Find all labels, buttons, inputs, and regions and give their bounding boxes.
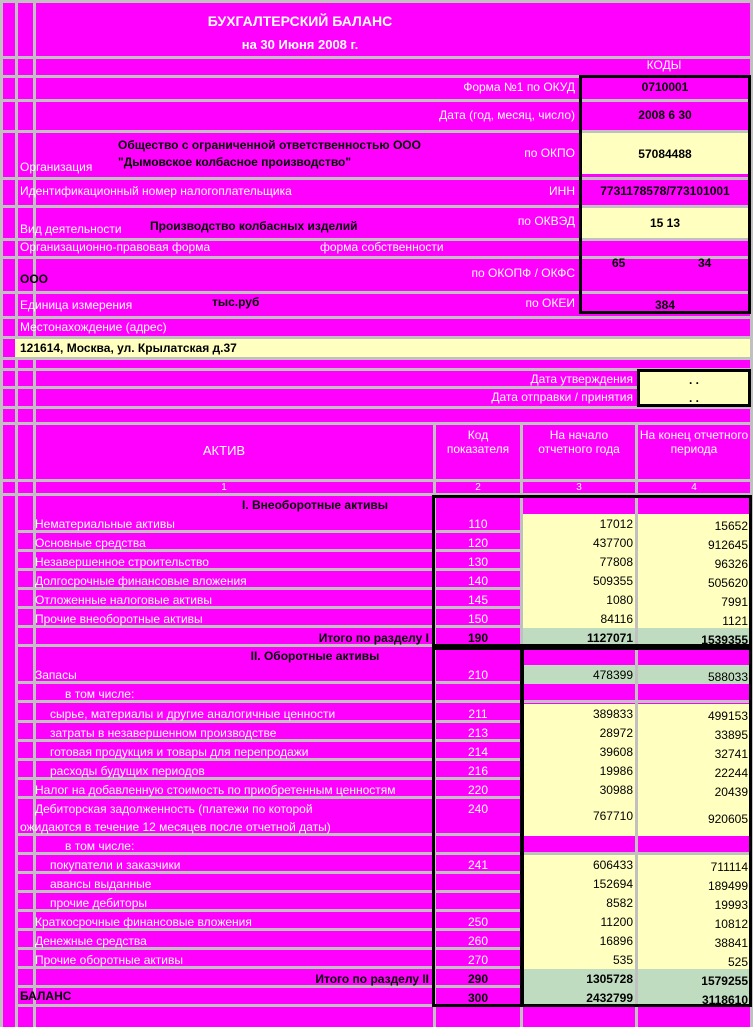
row-end-value: 505620 [707,576,748,590]
col-end: На конец отчетного периода [639,428,749,456]
row-label: авансы выданные [50,877,152,891]
ownership-label: форма собственности [320,240,444,254]
form-value: 0710001 [641,80,689,94]
okei-label: по ОКЕИ [525,296,575,310]
row-label: Прочие внеоборотные активы [35,612,203,626]
row-start-value: 1305728 [586,972,633,986]
row-start-value: 437700 [592,536,633,550]
row-code: 211 [468,707,488,721]
col-num-1: 1 [221,482,227,493]
section2-code-frame [432,647,524,1007]
unit-label: Единица измерения [20,298,133,312]
inn-label: ИНН [549,184,575,198]
okopf-value: 65 [612,256,626,270]
row-label: Краткосрочные финансовые вложения [35,915,252,929]
row-start-value: 389833 [592,707,633,721]
okved-label: по ОКВЭД [517,214,575,228]
sent-value: . . [688,391,699,405]
row-end-value: 499153 [707,709,748,723]
codes-caption: КОДЫ [646,58,682,72]
section2-value-frame [520,647,752,1007]
row-code: 220 [467,783,489,797]
row-label-line2: ожидаются в течение 12 месяцев после отчетной даты) [20,820,331,834]
taxid-label: Идентификационный номер налогоплательщика [20,184,292,198]
row-start-value: 767710 [592,809,633,823]
row-code: 130 [467,555,489,569]
row-label: в том числе: [65,687,135,701]
activity-value: Производство колбасных изделий [150,219,358,233]
date-label: Дата (год, месяц, число) [439,108,575,122]
row-start-value: 509355 [592,574,633,588]
row-end-value: 15652 [714,519,748,533]
page-title: БУХГАЛТЕРСКИЙ БАЛАНС [207,13,393,29]
row-code: 210 [467,668,489,682]
col-code: Код показателя [446,428,510,456]
row-label: Налог на добавленную стоимость по приобретенным ценностям [35,783,396,797]
row-end-value: 3118610 [701,993,748,1007]
row-end-value: 189499 [707,879,748,893]
row-end-value: 525 [727,955,748,969]
row-end-value: 10812 [714,917,748,931]
row-code: 290 [467,972,489,986]
row-start-value: 8582 [606,896,633,910]
row-code: 120 [467,536,489,550]
col-start: На начало отчетного года [538,428,620,456]
row-label: Долгосрочные финансовые вложения [35,574,247,588]
row-end-value: 1121 [722,614,748,628]
row-code: 260 [467,934,489,948]
row-label: Итого по разделу I [318,631,429,645]
page-subtitle: на 30 Июня 2008 г. [241,37,359,52]
org-name-line1: Общество с ограниченной ответственностью ООО [118,138,421,152]
row-label: Дебиторская задолженность (платежи по которой [35,802,313,816]
row-end-value: 33895 [714,728,748,742]
unit-value: тыс.руб [212,295,260,309]
okpo-label: по ОКПО [524,146,575,160]
row-end-value: 711114 [710,860,748,874]
form-label: Форма №1 по ОКУД [463,80,575,94]
row-end-value: 1539355 [701,633,748,647]
row-code: 214 [467,745,489,759]
row-label: затраты в незавершенном производстве [50,726,277,740]
legal-form-label: Организационно-правовая форма [20,240,211,254]
row-label: Отложенные налоговые активы [35,593,212,607]
row-end-value: 1579255 [701,974,748,988]
inn-value: 7731178578/773101001 [600,184,730,198]
row-start-value: 606433 [592,858,633,872]
row-end-value: 920605 [707,812,748,826]
row-start-value: 152694 [592,877,633,891]
legal-form-value: ООО [20,272,49,286]
row-end-value: 38841 [714,936,748,950]
row-end-value: 96326 [714,557,748,571]
row-label: Итого по разделу II [315,972,429,986]
col-num-2: 2 [475,482,481,493]
row-code: 110 [468,517,488,531]
row-code: 270 [467,953,489,967]
row-code: 216 [467,764,489,778]
col-num-3: 3 [576,482,582,493]
date-value: 2008 6 30 [638,108,692,122]
org-name-line2: "Дымовское колбасное производство" [118,155,352,169]
row-start-value: 535 [612,953,633,967]
col-num-4: 4 [691,482,697,493]
row-start-value: 1127071 [586,631,633,645]
row-code: 300 [467,991,489,1005]
approval-label: Дата утверждения [530,372,633,386]
row-label: Запасы [35,668,77,682]
row-start-value: 39608 [599,745,633,759]
activity-label: Вид деятельности [20,222,122,236]
row-label: Нематериальные активы [35,517,175,531]
sent-label: Дата отправки / принятия [491,390,633,404]
row-start-value: 28972 [599,726,633,740]
row-code: 145 [467,593,489,607]
row-start-value: 19986 [599,764,633,778]
row-code: 250 [467,915,489,929]
row-end-value: 19993 [714,898,748,912]
row-end-value: 588033 [707,670,748,684]
section1-title: I. Внеоборотные активы [242,498,388,512]
row-label: Основные средства [35,536,146,550]
row-end-value: 32741 [714,747,748,761]
row-label: Прочие оборотные активы [35,953,183,967]
row-start-value: 2432799 [586,991,633,1005]
okei-value: 384 [654,298,676,312]
address: 121614, Москва, ул. Крылатская д.37 [20,341,237,355]
col-asset: АКТИВ [202,443,246,458]
row-start-value: 16896 [599,934,633,948]
section2-title: II. Оборотные активы [250,649,380,663]
row-code: 190 [467,631,489,645]
row-start-value: 84116 [600,612,633,626]
org-label: Организация [20,160,93,174]
row-start-value: 478399 [592,668,633,682]
row-code: 240 [467,802,489,816]
row-label: прочие дебиторы [50,896,147,910]
row-end-value: 7991 [721,595,748,609]
row-start-value: 30988 [599,783,633,797]
approval-value: . . [688,373,699,387]
row-code: 213 [467,726,489,740]
section1-frame [432,495,752,647]
row-label: готовая продукция и товары для перепродажи [50,745,309,759]
row-start-value: 1080 [606,593,633,607]
row-code: 241 [467,858,489,872]
okved-value: 15 13 [649,216,681,230]
row-code: 140 [467,574,489,588]
row-label: расходы будущих периодов [50,764,205,778]
row-label: Денежные средства [35,934,147,948]
row-start-value: 11200 [600,915,633,929]
row-start-value: 17012 [599,517,633,531]
okfs-value: 34 [698,256,712,270]
row-code: 150 [467,612,489,626]
row-label: покупатели и заказчики [50,858,181,872]
row-label: сырье, материалы и другие аналогичные ценности [50,707,336,721]
okpo-value: 57084488 [638,147,692,161]
row-label: Незавершенное строительство [35,555,209,569]
row-label: БАЛАНС [20,989,72,1003]
row-start-value: 77808 [599,555,633,569]
location-label: Местонахождение (адрес) [20,320,167,334]
okopf-label: по ОКОПФ / ОКФС [471,266,575,280]
row-end-value: 20439 [714,785,748,799]
row-end-value: 912645 [707,538,748,552]
row-label: в том числе: [65,839,135,853]
row-end-value: 22244 [714,766,748,780]
